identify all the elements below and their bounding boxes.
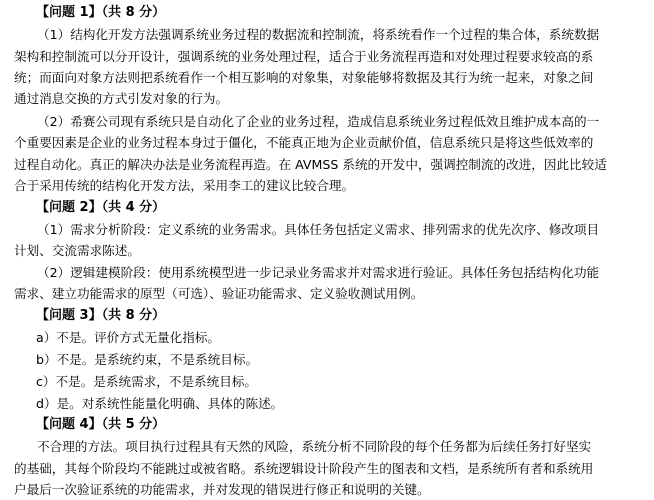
question-1-heading: 【问题 1】（共 8 分） xyxy=(36,5,166,20)
q1-p1-line1: （1）结构化开发方法强调系统业务过程的数据流和控制流，将系统看作一个过程的集合体，系统数据 xyxy=(37,27,600,42)
question-2-heading: 【问题 2】（共 4 分） xyxy=(36,200,166,215)
question-3-heading: 【问题 3】（共 8 分） xyxy=(36,308,166,323)
q1-p2-line1: （2）希赛公司现有系统只是自动化了企业的业务过程，造成信息系统业务过程低效且维护成本高的一 xyxy=(37,114,600,129)
q4-p1-line2: 的基础，其每个阶段均不能跳过或被省略。系统逻辑设计阶段产生的图表和文档，是系统所有者和系统用 xyxy=(14,461,594,476)
q3-option-d: d）是。对系统性能量化明确、具体的陈述。 xyxy=(36,396,284,411)
q1-p2-line4: 合于采用传统的结构化开发方法，采用李工的建议比较合理。 xyxy=(14,178,355,193)
q3-option-a: a）不是。评价方式无量化指标。 xyxy=(36,330,221,345)
q1-p1-line2: 架构和控制流可以分开设计，强调系统的业务处理过程，适合于业务流程再造和对处理过程要求较高的系 xyxy=(14,49,594,64)
q3-option-b: b）不是。是系统约束，不是系统目标。 xyxy=(36,352,259,367)
q2-p2-line1: （2）逻辑建模阶段：使用系统模型进一步记录业务需求并对需求进行验证。具体任务包括结构化功能 xyxy=(37,265,600,280)
question-4-heading: 【问题 4】（共 5 分） xyxy=(36,417,166,432)
q4-p1-line3: 户最后一次验证系统的功能需求，并对发现的错误进行修正和说明的关键。 xyxy=(14,482,430,497)
q1-p1-line3: 统；而面向对象方法则把系统看作一个相互影响的对象集，对象能够将数据及其行为统一起来，对象之间 xyxy=(14,70,594,85)
q3-option-c: c）不是。是系统需求，不是系统目标。 xyxy=(36,374,258,389)
q2-p2-line2: 需求、建立功能需求的原型（可选）、验证功能需求、定义验收测试用例。 xyxy=(14,286,424,301)
q1-p1-line4: 通过消息交换的方式引发对象的行为。 xyxy=(14,91,229,106)
q2-p1-line1: （1）需求分析阶段：定义系统的业务需求。具体任务包括定义需求、排列需求的优先次序、修改项目 xyxy=(37,222,600,237)
q1-p2-line2: 个重要因素是企业的业务过程本身过于僵化，不能真正地为企业贡献价值，信息系统只是将这些低效率的 xyxy=(14,135,594,150)
q1-p2-line3: 过程自动化。真正的解决办法是业务流程再造。在 AVMSS 系统的开发中，强调控制流的改进，因此比较适 xyxy=(14,157,607,172)
q4-p1-line1: 不合理的方法。项目执行过程具有天然的风险，系统分析不同阶段的每个任务都为后续任务打好坚实 xyxy=(37,439,592,454)
q2-p1-line2: 计划、交流需求陈述。 xyxy=(14,243,140,258)
